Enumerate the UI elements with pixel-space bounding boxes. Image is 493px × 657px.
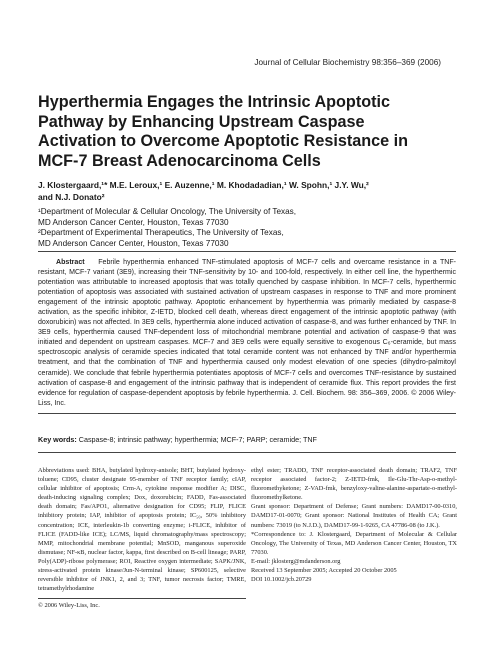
author-line: and N.J. Donato² <box>38 191 105 202</box>
keywords-label: Key words: <box>38 435 77 444</box>
email: E-mail: jklosterg@mdanderson.org <box>251 557 341 565</box>
abstract-paragraph <box>38 258 456 409</box>
keywords-text: Caspase-8; intrinsic pathway; hyperthermia; MCF-7; PARP; ceramide; TNF <box>78 435 317 444</box>
journal-citation: Journal of Cellular Biochemistry 98:356–369 (2006) <box>254 58 441 67</box>
title-line: Hyperthermia Engages the Intrinsic Apoptotic <box>38 93 390 111</box>
affiliation-line: MD Anderson Cancer Center, Houston, Texas 77030 <box>38 217 229 227</box>
abstract-section <box>38 251 456 414</box>
abbreviations-footnote: Abbreviations used: BHA, butylated hydroxy-anisole; BHT, butylated hydroxy-toluene; CD95, cluster designate 95-member of TNF receptor family; cIAP, cellular inhibitor of apoptosis; Crm-A, cytokine response modifier A; DISC, death-inducing signaling complex; Dox, doxorubicin; FADD, Fas-associated death domain; Fas/APO1, alternative designation for CD95; FLIP, FLICE inhibitory protein; IAP, inhibitor of apoptosis protein; IC₅₀, 50% inhibitory concentration; ICE, interleukin-1b converting enzyme; i-FLICE, inhibitor of FLICE (FADD-like ICE); LC/MS, liquid chromatography/mass spectroscopy; MMP, mitochondrial membrane potential; MnSOD, manganous superoxide dismutase; NF-κB, nuclear factor, kappa, first described on B-cell lineage; PARP, Poly(ADP)-ribose polymerase; ROI, Reactive oxygen intermediate; SAPK/JNK, stress-activated protein kinase/Jun-N-terminal kinase; SP600125, selective reversible inhibitor of JNK1, 2, and 3; TNF, tumor necrosis factor; TMRE, tetramethylrhodamine <box>38 467 246 593</box>
copyright-notice: © 2006 Wiley-Liss, Inc. <box>38 602 100 609</box>
affiliations <box>38 207 438 249</box>
abbreviations-continued: ethyl ester; TRADD, TNF receptor-associated death domain; TRAF2, TNF receptor associated factor-2; Z-IETD-fmk, Ile-Glu-Thr-Asp-o-methyl-fluoromethyketone; Z-VAD-fmk, benzyloxy-valine-alanine-aspartate-o-methyl-fluoromethylketone. <box>251 467 457 502</box>
affiliation-line: MD Anderson Cancer Center, Houston, Texas 77030 <box>38 238 229 248</box>
title-line: Activation to Overcome Apoptotic Resistance in <box>38 132 408 150</box>
affiliation-line: ²Department of Experimental Therapeutics, The University of Texas, <box>38 228 284 237</box>
affiliation <box>38 228 438 249</box>
grant-sponsor: Grant sponsor: Department of Defense; Grant numbers: DAMD17-00-0310, DAMD17-01-0070; Grant sponsor: National Institutes of Health CA; Grant numbers: 73019 (to N.J.D.), DAMD17-99-1-9265, CA 47786-08 (to J.K.). <box>251 503 457 529</box>
article-title <box>38 93 458 171</box>
author-line: J. Klostergaard,¹* M.E. Leroux,¹ E. Auzenne,¹ M. Khodadadian,¹ W. Spohn,¹ J.Y. Wu,² <box>38 180 369 190</box>
affiliation-line: ¹Department of Molecular & Cellular Oncology, The University of Texas, <box>38 207 297 216</box>
affiliation <box>38 207 438 228</box>
doi: DOI 10.1002/jcb.20729 <box>251 576 312 584</box>
footnote-divider <box>38 598 246 599</box>
footnotes-right-column <box>251 466 457 584</box>
keywords <box>38 435 456 444</box>
correspondence: *Correspondence to: J. Klostergaard, Department of Molecular & Cellular Oncology, The University of Texas, MD Anderson Cancer Center, Houston, TX 77030. <box>251 530 457 556</box>
abstract-text: Febrile hyperthermia enhanced TNF-stimulated apoptosis of MCF-7 cells and overcame resistance in a TNF-resistant, MCF-7 variant (3E9), increasing their TNF-sensitivity by 10- and 100-fold, respectively. In either cell line, the hyperthermic potentiation was attributable to increased apoptosis that was totally quenched by caspase inhibition. In MCF-7 cells, hyperthermic potentiation of apoptosis was associated with sustained activation of upstream caspases in response to TNF and more prominent engagement of the intrinsic apoptotic pathway. Apoptotic enhancement by hyperthermia was primarily mediated by caspase-8 activation, as the specific inhibitor, Z-IETD, blocked cell death, whereas direct engagement of the intrinsic apoptotic pathway (with doxorubicin) was not affected. In 3E9 cells, hyperthermia alone induced activation of caspase-8, and was further enhanced by TNF. In 3E9 cells, hyperthermia caused TNF-dependent loss of mitochondrial membrane potential and activation of caspase-9 that was initiated and dependent on upstream caspases. MCF-7 and 3E9 cells were equally sensitive to exogenous C₆-ceramide, but mass spectroscopic analysis of ceramide species indicated that total ceramide content was not enhanced by TNF and/or hyperthermia treatment, and that the combination of TNF and hyperthermia caused only modest elevation of one species (dihydro-palmitoyl ceramide). We conclude that febrile hyperthermia potentiates apoptosis of MCF-7 cells and overcomes TNF-resistance by sustained activation of caspase-8 and engagement of the intrinsic pathway that is independent of ceramide flux. This report provides the first evidence for regulation of caspase-dependent apoptosis by febrile hyperthermia. J. Cell. Biochem. 98: 356–369, 2006. © 2006 Wiley-Liss, Inc. <box>38 259 456 407</box>
received-date: Received 13 September 2005; Accepted 20 October 2005 <box>251 567 397 575</box>
title-line: Pathway by Enhancing Upstream Caspase <box>38 112 365 131</box>
title-line: MCF-7 Breast Adenocarcinoma Cells <box>38 151 321 170</box>
abstract-label: Abstract <box>56 259 85 266</box>
section-divider <box>38 452 456 453</box>
author-list <box>38 180 458 204</box>
